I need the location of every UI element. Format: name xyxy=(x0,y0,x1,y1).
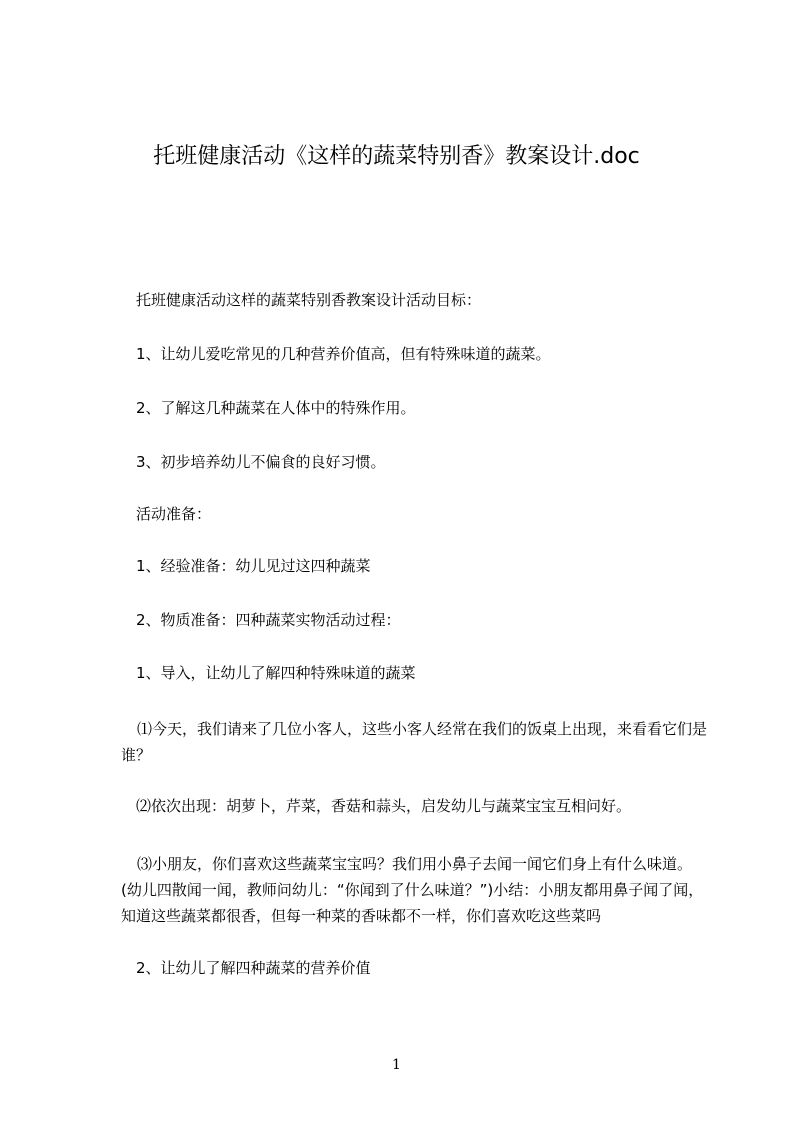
paragraph-preparation-heading: 活动准备： xyxy=(136,505,212,523)
paragraph-step-1-2: ⑵依次出现：胡萝卜，芹菜，香菇和蒜头，启发幼儿与蔬菜宝宝互相问好。 xyxy=(136,797,632,815)
paragraph-goal-3: 3、初步培养幼儿不偏食的良好习惯。 xyxy=(136,453,386,471)
paragraph-prep-1: 1、经验准备：幼儿见过这四种蔬菜 xyxy=(136,557,371,575)
document-title: 托班健康活动《这样的蔬菜特别香》教案设计.doc xyxy=(153,144,640,169)
paragraph-step-1-3: ⑶小朋友，你们喜欢这些蔬菜宝宝吗？我们用小鼻子去闻一闻它们身上有什么味道。(幼儿四散闻一闻，教师问幼儿：“你闻到了什么味道？”)小结：小朋友都用鼻子闻了闻，知道这些蔬菜都很香，但每一种菜的香味都不一样，你们喜欢吃这些菜吗 xyxy=(121,855,704,925)
page-number: 1 xyxy=(392,1057,401,1073)
paragraph-activity-goals: 托班健康活动这样的蔬菜特别香教案设计活动目标： xyxy=(136,291,482,309)
paragraph-prep-2: 2、物质准备：四种蔬菜实物活动过程： xyxy=(136,611,401,629)
paragraph-goal-1: 1、让幼儿爱吃常见的几种营养价值高，但有特殊味道的蔬菜。 xyxy=(136,345,551,363)
paragraph-goal-2: 2、了解这几种蔬菜在人体中的特殊作用。 xyxy=(136,399,416,417)
paragraph-step-2: 2、让幼儿了解四种蔬菜的营养价值 xyxy=(136,959,371,977)
paragraph-step-1: 1、导入，让幼儿了解四种特殊味道的蔬菜 xyxy=(136,664,416,682)
paragraph-step-1-1: ⑴今天，我们请来了几位小客人，这些小客人经常在我们的饭桌上出现，来看看它们是谁？ xyxy=(121,720,708,764)
